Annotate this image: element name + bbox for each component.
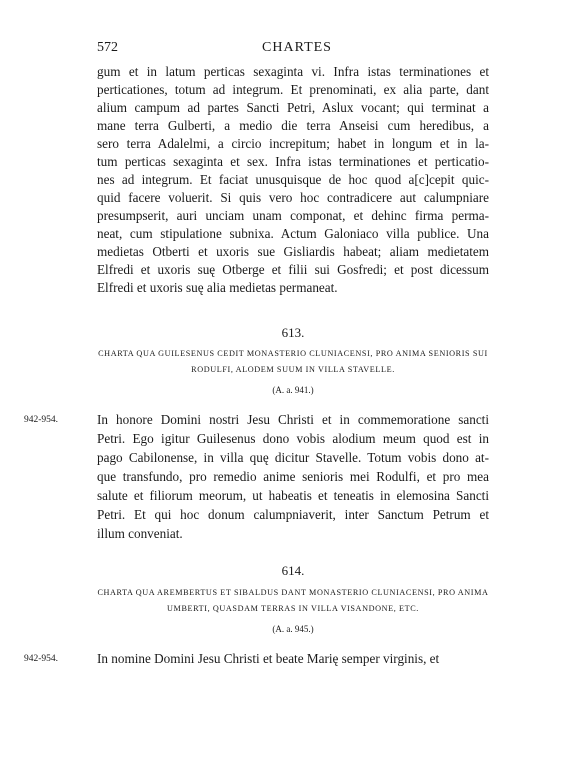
text-line: In honore Domini nostri Jesu Christi et in commemoratione sancti xyxy=(97,412,489,427)
text-line: illum conveniat. xyxy=(97,526,183,541)
text-line: que transfundo, pro remedio anime senioris mei Rodulfi, et pro mea xyxy=(97,469,489,484)
page-header xyxy=(97,40,497,58)
running-title: CHARTES xyxy=(262,40,332,55)
text-line: neat, cum stipulatione subnixa. Actum Galoniaco villa publice. Una xyxy=(97,226,489,241)
charter-title-line: CHARTA QUA AREMBERTUS ET SIBALDUS DANT MONASTERIO CLUNIACENSI, PRO ANIMA xyxy=(97,588,489,597)
charter-number: 614. xyxy=(281,563,305,578)
text-line: Petri. Et qui hoc donum calumpniaverit, inter Sanctum Petrum et xyxy=(97,507,489,522)
text-line: sero terra Adalelmi, a circio increpitum; habet in longum et in la- xyxy=(97,136,489,151)
charter-title-line: UMBERTI, QUASDAM TERRAS IN VILLA VISANDONE, ETC. xyxy=(167,604,419,613)
margin-date: 942-954. xyxy=(24,654,59,664)
text-line: quid facere voluerit. Si quis vero hoc contradicere aut calumpniare xyxy=(97,190,489,205)
text-line: salute et filiorum meorum, ut habeatis et teneatis in elemosina Sancti xyxy=(97,488,489,503)
margin-date: 942-954. xyxy=(24,415,59,425)
text-line: perticationes, totum ad integrum. Et prenominati, ex alia parte, dant xyxy=(97,82,489,97)
text-line: Elfredi et uxoris suę Otberge et filii sui Gosfredi; et post dicessum xyxy=(97,262,489,277)
text-line: alium campum ad partes Sancti Petri, Aslux vocant; qui terminat a xyxy=(97,100,489,115)
text-line: medietas Otberti et uxoris sue Gisliardis habeat; aliam medietatem xyxy=(97,244,489,259)
charter-title-line: CHARTA QUA GUILESENUS CEDIT MONASTERIO CLUNIACENSI, PRO ANIMA SENIORIS SUI xyxy=(98,349,488,358)
charter-date: (A. a. 941.) xyxy=(272,385,314,395)
charter-number: 613. xyxy=(281,325,305,340)
text-line: pago Cabilonense, in villa quę dicitur Stavelle. Totum vobis dono at- xyxy=(97,450,489,465)
charter-date: (A. a. 945.) xyxy=(272,624,314,634)
text-line: In nomine Domini Jesu Christi et beate Marię semper virginis, et xyxy=(97,651,440,666)
text-line: gum et in latum perticas sexaginta vi. Infra istas terminationes et xyxy=(97,64,489,79)
text-line: Petri. Ego igitur Guilesenus dono vobis alodium meum quod est in xyxy=(97,431,489,446)
text-line: mane terra Gulberti, a medio die terra Anseisi cum heredibus, a xyxy=(97,118,489,133)
page-number: 572 xyxy=(97,40,118,55)
text-line: nes ad integrum. Et faciat unusquisque de hoc quod a[c]cepit quic- xyxy=(97,172,489,187)
text-line: tum perticas sexaginta et sex. Infra istas terminationes et perticatio- xyxy=(97,154,489,169)
text-line: Elfredi et uxoris suę alia medietas permaneat. xyxy=(97,280,338,295)
text-line: presumpserit, auri unciam unam componat, et dehinc firma perma- xyxy=(97,208,489,223)
charter-title-line: RODULFI, ALODEM SUUM IN VILLA STAVELLE. xyxy=(191,365,395,374)
